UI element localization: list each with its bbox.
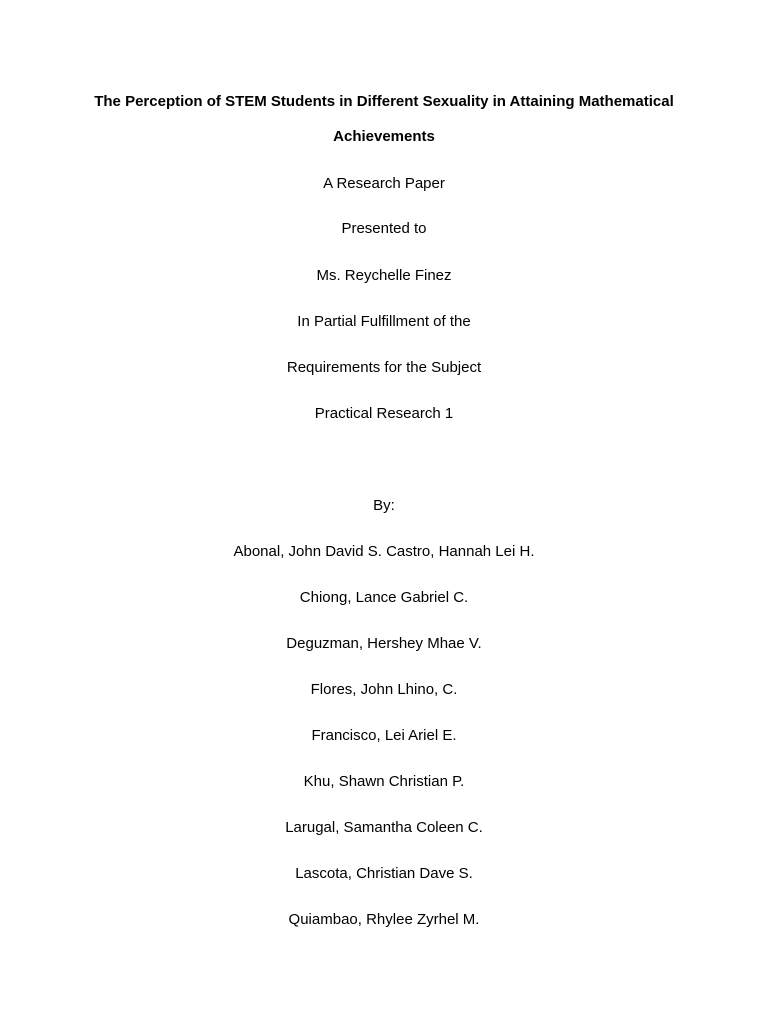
author-line: Abonal, John David S. Castro, Hannah Lei H. <box>233 543 535 560</box>
paper-title-line-2: Achievements <box>333 128 435 145</box>
author-line: Flores, John Lhino, C. <box>310 681 458 698</box>
author-line: Deguzman, Hershey Mhae V. <box>286 635 482 652</box>
author-line: Larugal, Samantha Coleen C. <box>285 819 483 836</box>
by-label: By: <box>373 497 395 514</box>
author-line: Lascota, Christian Dave S. <box>295 865 473 882</box>
paper-type: A Research Paper <box>323 175 445 192</box>
author-line: Francisco, Lei Ariel E. <box>311 727 457 744</box>
subject-name: Practical Research 1 <box>314 405 454 422</box>
paper-title-line-1: The Perception of STEM Students in Different Sexuality in Attaining Mathematical <box>94 93 674 110</box>
author-line: Quiambao, Rhylee Zyrhel M. <box>288 911 480 928</box>
author-line: Chiong, Lance Gabriel C. <box>299 589 469 606</box>
author-line: Khu, Shawn Christian P. <box>303 773 465 790</box>
presented-to-label: Presented to <box>341 220 427 237</box>
instructor-name: Ms. Reychelle Finez <box>316 267 452 284</box>
fulfillment-line-1: In Partial Fulfillment of the <box>297 313 471 330</box>
fulfillment-line-2: Requirements for the Subject <box>286 359 482 376</box>
